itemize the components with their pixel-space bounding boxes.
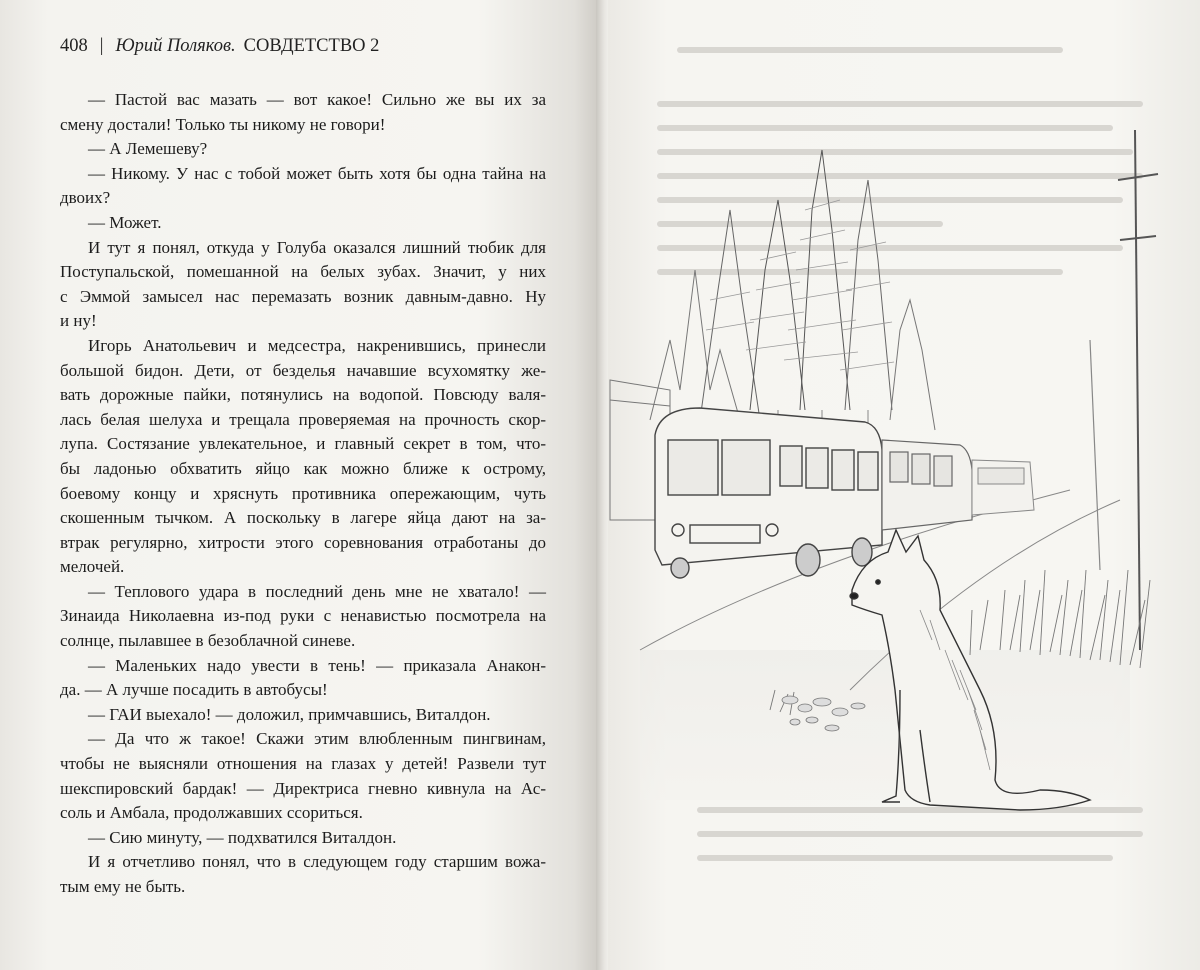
bus-back (972, 460, 1034, 515)
text-line: втрак регулярно, хитрости этого соревнования отработаны до (60, 532, 546, 552)
text-line: — ГАИ выехало! — доложил, примчавшись, Виталдон. (88, 704, 491, 724)
text-line: — Теплового удара в последний день мне не хватало! — (88, 581, 546, 601)
text-line: И тут я понял, откуда у Голуба оказался лишний тюбик для (88, 237, 546, 257)
text-line: мелочей. (60, 557, 125, 577)
page-number: 408 (60, 36, 88, 56)
text-line: большой бидон. Дети, от безделья начавшие всухомятку же- (60, 360, 546, 380)
text-line: — Может. (88, 212, 162, 232)
text-line: смену достали! Только ты никому не говори! (60, 114, 386, 134)
body-text (60, 88, 546, 900)
bus-middle (882, 440, 972, 530)
tree-shading (706, 200, 894, 370)
text-line: и ну! (60, 311, 97, 331)
book-title: СОВДЕТСТВО 2 (243, 36, 380, 56)
text-line: Игорь Анатольевич и медсестра, накренившись, принесли (88, 335, 546, 355)
text-line: вать дорожные пайки, потянулись на водопой. Повсюду валя- (60, 385, 546, 405)
text-line: скошенным тычком. А поскольку в лагере яйца дают на за- (60, 508, 546, 528)
text-line: соль и Амбала, продолжавших ссориться. (60, 803, 363, 823)
text-line: двоих? (60, 188, 111, 208)
text-line: тым ему не быть. (60, 877, 186, 896)
text-line: шекспировский бардак! — Директриса гневно кивнула на Ас- (60, 778, 546, 798)
text-line: — Маленьких надо увести в тень! — приказала Анакон- (88, 655, 546, 675)
utility-pole (1090, 130, 1158, 650)
bus-front (655, 408, 882, 578)
text-line: боевому концу и хряснуть противника опережающим, чуть (60, 483, 546, 503)
text-line: лась белая шелуха и трещала проверяемая на прочность скор- (60, 409, 546, 429)
text-line: с Эммой замысел нас перемазать возник давным-давно. Ну (60, 286, 546, 306)
left-page (0, 0, 598, 970)
text-line: — А Лемешеву? (88, 139, 208, 159)
text-line: — Да что ж такое! Скажи этим влюбленным пингвинам, (88, 729, 546, 749)
text-line: Зинаида Николаевна из-под руки с ненавистью посмотрела на (60, 606, 546, 626)
author-name: Юрий Поляков. (115, 36, 236, 56)
head-separator: | (99, 36, 104, 56)
text-line: бы ладонью обхватить яйцо как можно ближе к острому, (60, 458, 546, 478)
text-line: Поступальской, помешанной на белых зубах. Значит, у них (60, 262, 546, 282)
text-line: да. — А лучше посадить в автобусы! (60, 680, 328, 700)
pencil-sketch-illustration (600, 90, 1170, 850)
text-line: чтобы не выясняли отношения на глазах у детей! Развели тут (60, 754, 546, 774)
text-line: — Пастой вас мазать — вот какое! Сильно же вы их за (88, 90, 546, 109)
text-line: — Сию минуту, — подхватился Виталдон. (88, 827, 397, 847)
text-line: И я отчетливо понял, что в следующем году старшим вожа- (88, 852, 546, 872)
text-line: — Никому. У нас с тобой может быть хотя бы одна тайна на (88, 163, 546, 183)
text-line: солнце, пылавшее в безоблачной синеве. (60, 631, 356, 651)
running-head (60, 36, 379, 57)
text-line: лупа. Состязание увлекательное, и главный секрет в том, что- (60, 434, 546, 454)
